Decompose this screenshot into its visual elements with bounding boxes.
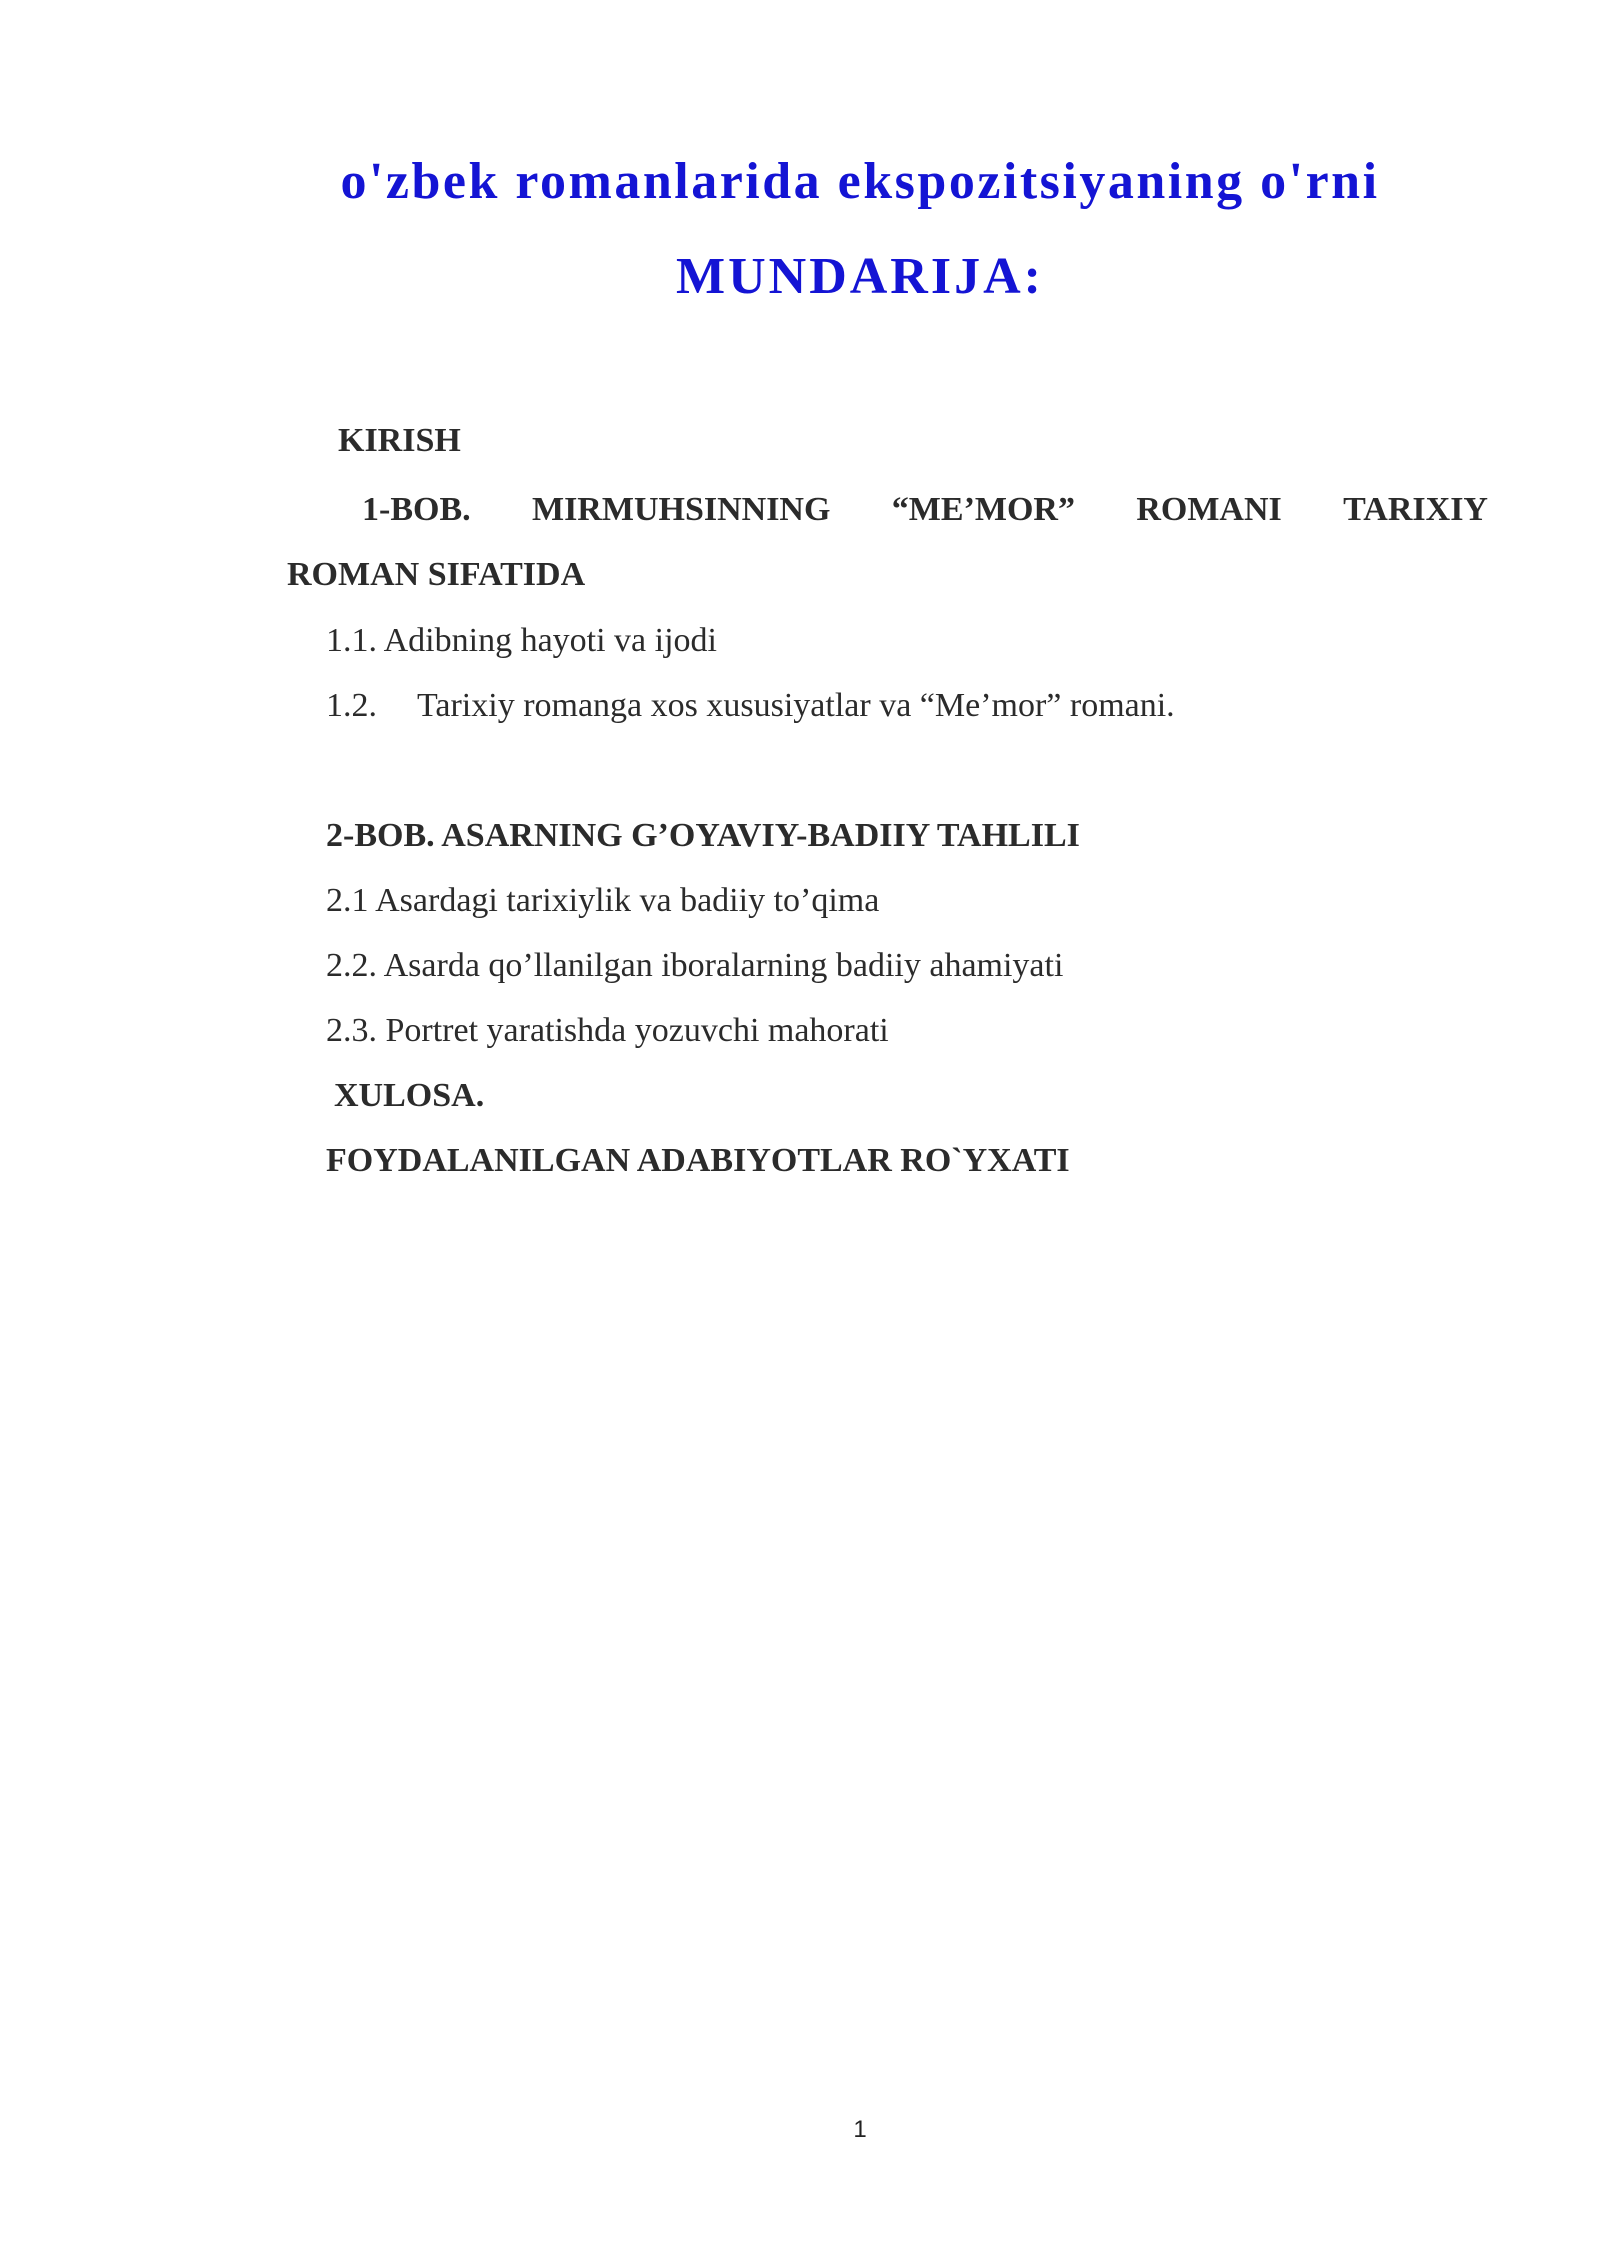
section-number: 2.1 [326, 882, 369, 919]
chapter-1-word: ROMANI [1136, 491, 1282, 528]
toc-entry-section [326, 1011, 889, 1051]
toc-entry-chapter-1 [362, 490, 1488, 530]
table-of-contents-heading: MUNDARIJA: [676, 248, 1044, 305]
section-number: 1.1. [326, 622, 377, 659]
toc-entry-section [326, 621, 717, 661]
chapter-1-word: MIRMUHSINNING [531, 491, 831, 528]
section-title: Tarixiy romanga xos xususiyatlar va “Me’mor” romani. [417, 687, 1175, 724]
chapter-1-word: 1-BOB. [362, 491, 471, 528]
document-title: o'zbek romanlarida ekspozitsiyaning o'rni [340, 153, 1380, 210]
toc-entry-kirish: KIRISH [338, 422, 461, 459]
section-title: Asardagi tarixiylik va badiiy to’qima [375, 882, 880, 919]
section-number: 2.3. [326, 1012, 377, 1049]
section-number: 1.2. [326, 687, 377, 724]
toc-entry-xulosa: XULOSA. [334, 1077, 485, 1114]
section-title: Adibning hayoti va ijodi [383, 622, 717, 659]
section-number: 2.2. [326, 947, 377, 984]
toc-entry-section [326, 686, 1175, 726]
page-number: 1 [853, 2116, 867, 2143]
chapter-1-word: “ME’MOR” [891, 491, 1075, 528]
section-title: Asarda qo’llanilgan iboralarning badiiy ahamiyati [383, 947, 1064, 984]
chapter-1-word: TARIXIY [1343, 491, 1488, 528]
chapter-1-title-continuation: ROMAN SIFATIDA [287, 556, 586, 593]
toc-entry-references: FOYDALANILGAN ADABIYOTLAR RO`YXATI [326, 1142, 1070, 1179]
toc-entry-section [326, 946, 1063, 986]
toc-entry-section [326, 881, 879, 921]
toc-entry-chapter-2: 2-BOB. ASARNING G’OYAVIY-BADIIY TAHLILI [326, 817, 1080, 854]
section-title: Portret yaratishda yozuvchi mahorati [385, 1012, 889, 1049]
